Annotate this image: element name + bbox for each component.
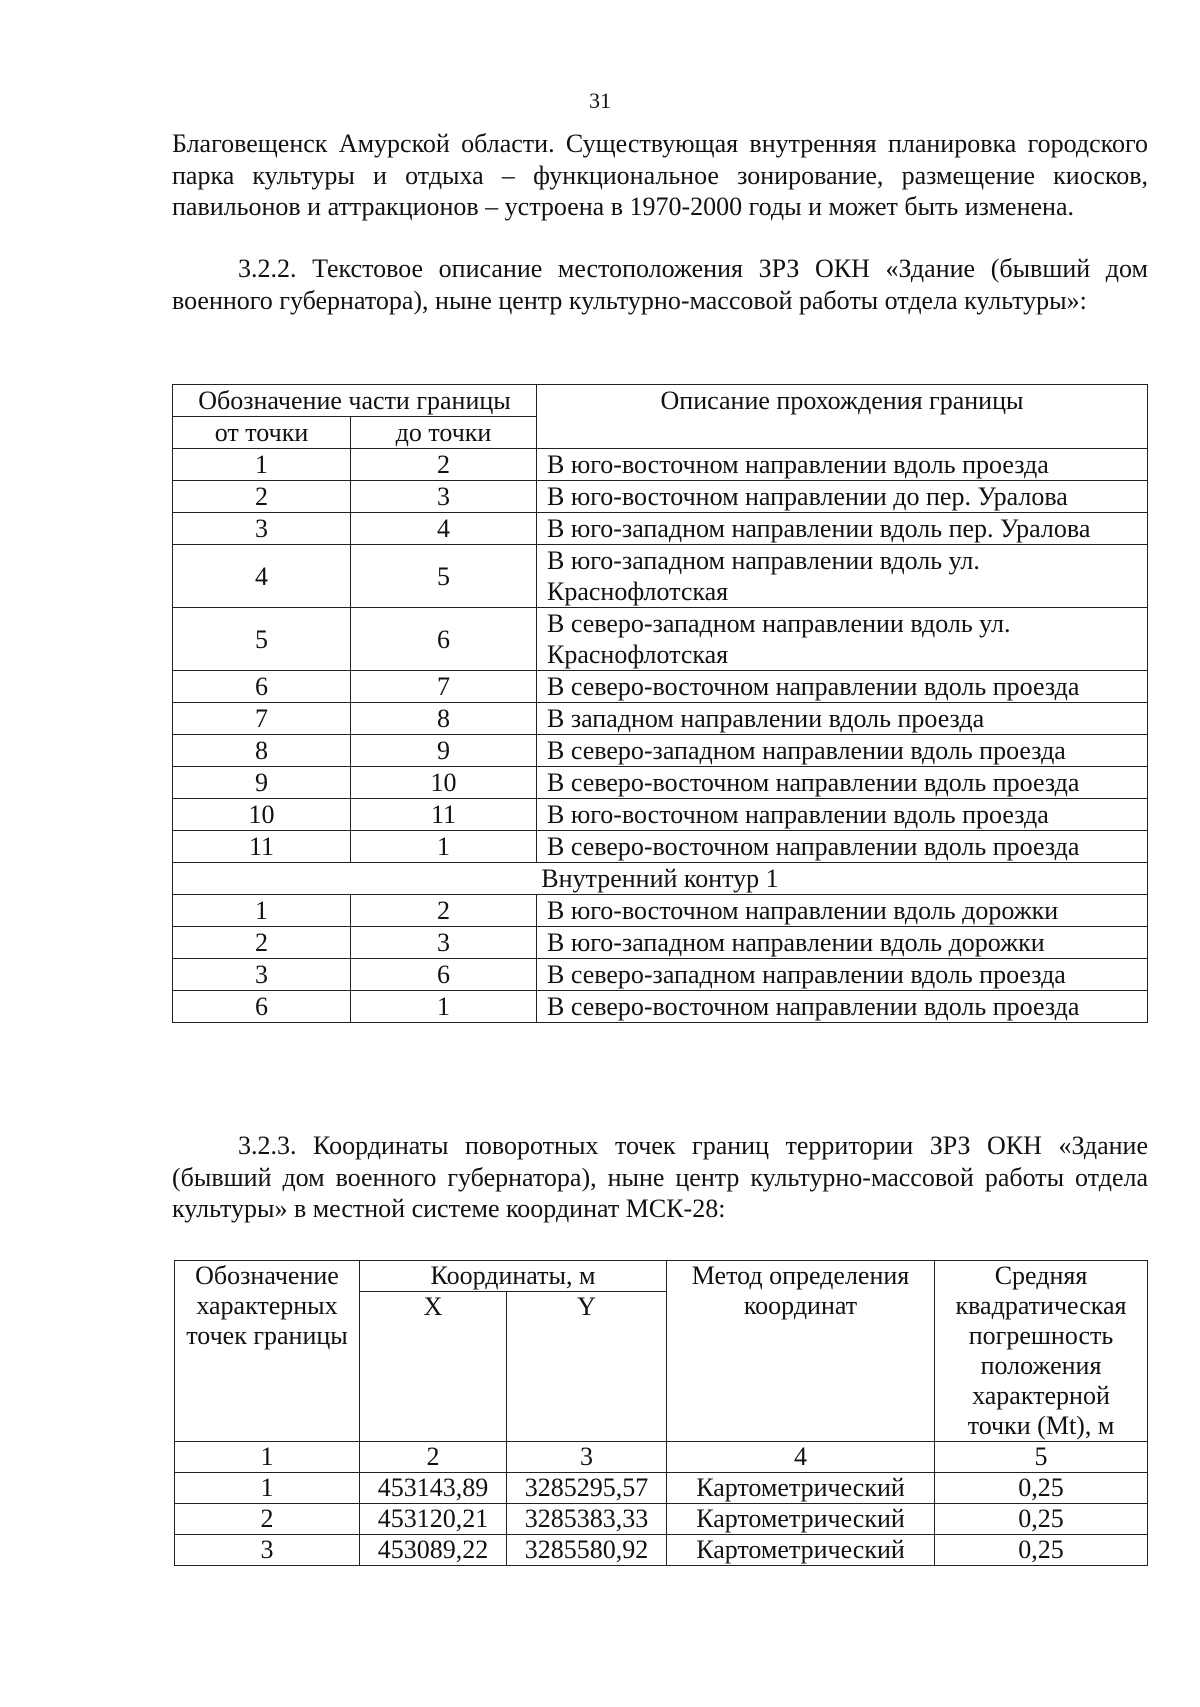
to-point-cell: 11 <box>351 799 537 831</box>
from-point-cell: 6 <box>173 991 351 1023</box>
description-cell: В северо-западном направлении вдоль ул. Краснофлотская <box>537 608 1148 671</box>
from-point-cell: 2 <box>173 481 351 513</box>
to-point-cell: 7 <box>351 671 537 703</box>
to-point-cell: 3 <box>351 927 537 959</box>
inner-contour-label: Внутренний контур 1 <box>173 863 1148 895</box>
method-cell: Картометрический <box>667 1473 935 1504</box>
from-point-cell: 8 <box>173 735 351 767</box>
y-cell: 3285295,57 <box>507 1473 667 1504</box>
error-cell: 0,25 <box>935 1473 1148 1504</box>
description-cell: В юго-западном направлении вдоль дорожки <box>537 927 1148 959</box>
from-point-cell: 2 <box>173 927 351 959</box>
table-row <box>173 991 1148 1023</box>
y-cell: 3285580,92 <box>507 1535 667 1566</box>
table-row <box>173 735 1148 767</box>
header-from-point: от точки <box>173 417 351 449</box>
page-number: 31 <box>589 88 611 113</box>
point-cell: 2 <box>175 1504 360 1535</box>
header-method: Метод определения координат <box>667 1261 935 1442</box>
table-row <box>173 927 1148 959</box>
x-cell: 453120,21 <box>360 1504 507 1535</box>
header-error: Средняя квадратическая погрешность положения характерной точки (Mt), м <box>935 1261 1148 1442</box>
method-cell: Картометрический <box>667 1535 935 1566</box>
paragraph-3-2-3: 3.2.3. Координаты поворотных точек границ территории ЗРЗ ОКН «Здание (бывший дом военного губернатора), ныне центр культурно-массовой работы отдела культуры» в местной системе координат МСК-28: <box>172 1131 1148 1223</box>
header-part-of-boundary: Обозначение части границы <box>173 385 537 417</box>
to-point-cell: 1 <box>351 991 537 1023</box>
description-cell: В северо-западном направлении вдоль проезда <box>537 959 1148 991</box>
column-number-cell: 2 <box>360 1442 507 1473</box>
table-row <box>173 799 1148 831</box>
from-point-cell: 5 <box>173 608 351 671</box>
from-point-cell: 4 <box>173 545 351 608</box>
column-number-cell: 4 <box>667 1442 935 1473</box>
y-cell: 3285383,33 <box>507 1504 667 1535</box>
from-point-cell: 10 <box>173 799 351 831</box>
to-point-cell: 1 <box>351 831 537 863</box>
table-row <box>175 1504 1148 1535</box>
x-cell: 453143,89 <box>360 1473 507 1504</box>
description-cell: В северо-восточном направлении вдоль проезда <box>537 767 1148 799</box>
table-row <box>173 608 1148 671</box>
from-point-cell: 3 <box>173 959 351 991</box>
header-boundary-description: Описание прохождения границы <box>537 385 1148 449</box>
description-cell: В северо-западном направлении вдоль проезда <box>537 735 1148 767</box>
table-row <box>173 959 1148 991</box>
table-row <box>173 703 1148 735</box>
method-cell: Картометрический <box>667 1504 935 1535</box>
from-point-cell: 9 <box>173 767 351 799</box>
table-row <box>173 767 1148 799</box>
table-row <box>173 671 1148 703</box>
table-row <box>173 895 1148 927</box>
description-cell: В западном направлении вдоль проезда <box>537 703 1148 735</box>
description-cell: В северо-восточном направлении вдоль проезда <box>537 671 1148 703</box>
from-point-cell: 3 <box>173 513 351 545</box>
description-cell: В юго-западном направлении вдоль ул. Краснофлотская <box>537 545 1148 608</box>
column-number-cell: 1 <box>175 1442 360 1473</box>
paragraph-park-layout: Благовещенск Амурской области. Существующая внутренняя планировка городского парка культуры и отдыха – функциональное зонирование, размещение киосков, павильонов и аттракционов – устроена в 1970-2000 годы и может быть изменена. <box>172 129 1148 221</box>
boundary-description-table <box>172 384 1148 1023</box>
table-row <box>173 831 1148 863</box>
coordinates-table <box>174 1260 1148 1566</box>
table-row <box>173 481 1148 513</box>
description-cell: В северо-восточном направлении вдоль проезда <box>537 831 1148 863</box>
to-point-cell: 6 <box>351 959 537 991</box>
table-row <box>173 513 1148 545</box>
description-cell: В юго-восточном направлении вдоль проезда <box>537 449 1148 481</box>
column-number-cell: 3 <box>507 1442 667 1473</box>
description-cell: В юго-восточном направлении вдоль дорожки <box>537 895 1148 927</box>
to-point-cell: 6 <box>351 608 537 671</box>
from-point-cell: 6 <box>173 671 351 703</box>
table-header-row <box>175 1261 1148 1292</box>
description-cell: В юго-восточном направлении до пер. Уралова <box>537 481 1148 513</box>
to-point-cell: 2 <box>351 895 537 927</box>
to-point-cell: 3 <box>351 481 537 513</box>
point-cell: 1 <box>175 1473 360 1504</box>
table-row <box>173 545 1148 608</box>
column-number-row <box>175 1442 1148 1473</box>
table-row <box>173 449 1148 481</box>
to-point-cell: 10 <box>351 767 537 799</box>
paragraph-3-2-2: 3.2.2. Текстовое описание местоположения ЗРЗ ОКН «Здание (бывший дом военного губернатора), ныне центр культурно-массовой работы отдела культуры»: <box>172 254 1148 315</box>
description-cell: В юго-западном направлении вдоль пер. Уралова <box>537 513 1148 545</box>
header-y: Y <box>507 1292 667 1442</box>
table-row <box>175 1473 1148 1504</box>
from-point-cell: 1 <box>173 449 351 481</box>
column-number-cell: 5 <box>935 1442 1148 1473</box>
error-cell: 0,25 <box>935 1535 1148 1566</box>
table-header-row <box>173 385 1148 417</box>
table-row <box>175 1535 1148 1566</box>
to-point-cell: 9 <box>351 735 537 767</box>
description-cell: В северо-восточном направлении вдоль проезда <box>537 991 1148 1023</box>
from-point-cell: 11 <box>173 831 351 863</box>
header-point-designation: Обозначение характерных точек границы <box>175 1261 360 1442</box>
header-to-point: до точки <box>351 417 537 449</box>
x-cell: 453089,22 <box>360 1535 507 1566</box>
from-point-cell: 1 <box>173 895 351 927</box>
to-point-cell: 4 <box>351 513 537 545</box>
to-point-cell: 5 <box>351 545 537 608</box>
to-point-cell: 2 <box>351 449 537 481</box>
point-cell: 3 <box>175 1535 360 1566</box>
from-point-cell: 7 <box>173 703 351 735</box>
error-cell: 0,25 <box>935 1504 1148 1535</box>
description-cell: В юго-восточном направлении вдоль проезда <box>537 799 1148 831</box>
header-coordinates: Координаты, м <box>360 1261 667 1292</box>
header-x: X <box>360 1292 507 1442</box>
to-point-cell: 8 <box>351 703 537 735</box>
inner-contour-row <box>173 863 1148 895</box>
